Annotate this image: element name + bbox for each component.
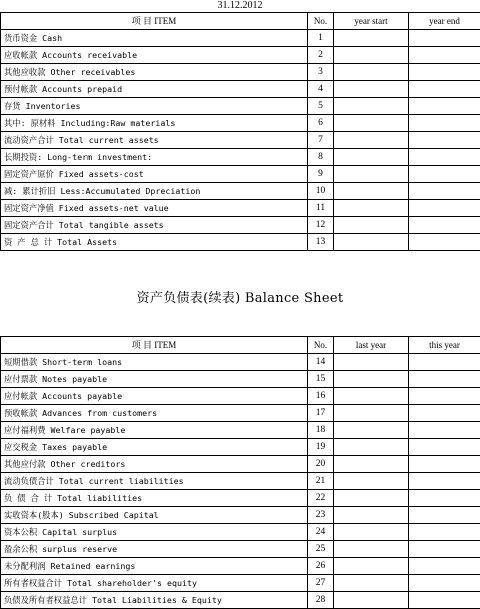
value-cell[interactable] bbox=[334, 30, 409, 47]
value-cell[interactable] bbox=[334, 132, 409, 149]
row-item-label: 所有者权益合计 Total shareholder's equity bbox=[1, 575, 308, 592]
value-cell[interactable] bbox=[334, 371, 409, 388]
table-row bbox=[1, 47, 480, 64]
value-cell[interactable] bbox=[334, 524, 409, 541]
table-row bbox=[1, 490, 480, 507]
value-cell[interactable] bbox=[409, 217, 480, 234]
value-cell[interactable] bbox=[409, 541, 480, 558]
row-item-label: 货币资金 Cash bbox=[1, 30, 308, 47]
table-row bbox=[1, 439, 480, 456]
value-cell[interactable] bbox=[334, 183, 409, 200]
value-cell[interactable] bbox=[334, 405, 409, 422]
row-item-label: 其他应收款 Other receivables bbox=[1, 64, 308, 81]
header-this-year: this year bbox=[409, 337, 480, 354]
table-row bbox=[1, 456, 480, 473]
row-number: 9 bbox=[308, 166, 334, 183]
row-item-label: 应收帐款 Accounts receivable bbox=[1, 47, 308, 64]
table-row bbox=[1, 166, 480, 183]
row-number: 7 bbox=[308, 132, 334, 149]
row-number: 11 bbox=[308, 200, 334, 217]
value-cell[interactable] bbox=[334, 217, 409, 234]
row-item-label: 流动负债合计 Total current liabilities bbox=[1, 473, 308, 490]
header-item: 项 目 ITEM bbox=[1, 13, 308, 30]
row-number: 27 bbox=[308, 575, 334, 592]
value-cell[interactable] bbox=[334, 47, 409, 64]
value-cell[interactable] bbox=[409, 439, 480, 456]
row-item-label: 其中: 原材料 Including:Raw materials bbox=[1, 115, 308, 132]
row-item-label: 其他应付款 Other creditors bbox=[1, 456, 308, 473]
row-item-label: 固定资产合计 Total tangible assets bbox=[1, 217, 308, 234]
row-number: 22 bbox=[308, 490, 334, 507]
table-row bbox=[1, 422, 480, 439]
value-cell[interactable] bbox=[334, 354, 409, 371]
row-item-label: 预收帐款 Advances from customers bbox=[1, 405, 308, 422]
table-row bbox=[1, 354, 480, 371]
assets-table-header bbox=[1, 13, 480, 30]
row-number: 28 bbox=[308, 592, 334, 609]
header-no: No. bbox=[308, 13, 334, 30]
value-cell[interactable] bbox=[334, 388, 409, 405]
row-item-label: 负 债 合 计 Total liabilities bbox=[1, 490, 308, 507]
row-item-label: 应付帐款 Accounts payable bbox=[1, 388, 308, 405]
row-number: 19 bbox=[308, 439, 334, 456]
value-cell[interactable] bbox=[334, 115, 409, 132]
value-cell[interactable] bbox=[409, 183, 480, 200]
row-number: 17 bbox=[308, 405, 334, 422]
page-subtitle: 资产负债表(续表) Balance Sheet bbox=[0, 287, 480, 306]
liabilities-table bbox=[0, 336, 480, 609]
row-number: 8 bbox=[308, 149, 334, 166]
table-row bbox=[1, 81, 480, 98]
table-row bbox=[1, 149, 480, 166]
table-row bbox=[1, 405, 480, 422]
row-item-label: 负债及所有者权益总计 Total Liabilities & Equity bbox=[1, 592, 308, 609]
row-number: 24 bbox=[308, 524, 334, 541]
row-item-label: 资本公积 Capital surplus bbox=[1, 524, 308, 541]
value-cell[interactable] bbox=[409, 200, 480, 217]
liabilities-table-body bbox=[1, 354, 480, 609]
value-cell[interactable] bbox=[409, 456, 480, 473]
row-item-label: 固定资产净值 Fixed assets-net value bbox=[1, 200, 308, 217]
value-cell[interactable] bbox=[409, 132, 480, 149]
value-cell[interactable] bbox=[334, 456, 409, 473]
table-row bbox=[1, 575, 480, 592]
value-cell[interactable] bbox=[409, 558, 480, 575]
header-year-start: year start bbox=[334, 13, 409, 30]
value-cell[interactable] bbox=[409, 149, 480, 166]
row-number: 13 bbox=[308, 234, 334, 251]
value-cell[interactable] bbox=[409, 30, 480, 47]
value-cell[interactable] bbox=[409, 473, 480, 490]
row-number: 21 bbox=[308, 473, 334, 490]
header-item: 项 目 ITEM bbox=[1, 337, 308, 354]
value-cell[interactable] bbox=[334, 490, 409, 507]
row-item-label: 固定资产原价 Fixed assets-cost bbox=[1, 166, 308, 183]
table-row bbox=[1, 558, 480, 575]
table-row bbox=[1, 371, 480, 388]
value-cell[interactable] bbox=[334, 166, 409, 183]
row-item-label: 应付票款 Notes payable bbox=[1, 371, 308, 388]
value-cell[interactable] bbox=[409, 575, 480, 592]
value-cell[interactable] bbox=[334, 558, 409, 575]
assets-table-body bbox=[1, 30, 480, 251]
row-item-label: 实收资本(股本) Subscribed Capital bbox=[1, 507, 308, 524]
row-number: 23 bbox=[308, 507, 334, 524]
value-cell[interactable] bbox=[409, 592, 480, 609]
row-item-label: 应付福利费 Welfare payable bbox=[1, 422, 308, 439]
row-number: 10 bbox=[308, 183, 334, 200]
row-number: 14 bbox=[308, 354, 334, 371]
row-item-label: 减: 累计折旧 Less:Accumulated Dpreciation bbox=[1, 183, 308, 200]
row-number: 25 bbox=[308, 541, 334, 558]
value-cell[interactable] bbox=[334, 439, 409, 456]
table-row bbox=[1, 183, 480, 200]
value-cell[interactable] bbox=[334, 149, 409, 166]
value-cell[interactable] bbox=[409, 47, 480, 64]
row-number: 4 bbox=[308, 81, 334, 98]
table-row bbox=[1, 30, 480, 47]
row-number: 2 bbox=[308, 47, 334, 64]
row-item-label: 流动资产合计 Total current assets bbox=[1, 132, 308, 149]
table-row bbox=[1, 473, 480, 490]
value-cell[interactable] bbox=[409, 115, 480, 132]
value-cell[interactable] bbox=[409, 422, 480, 439]
row-number: 20 bbox=[308, 456, 334, 473]
report-date: 31.12.2012 bbox=[0, 0, 480, 13]
row-number: 1 bbox=[308, 30, 334, 47]
value-cell[interactable] bbox=[334, 81, 409, 98]
assets-table bbox=[0, 12, 480, 251]
row-item-label: 盈余公积 surplus reserve bbox=[1, 541, 308, 558]
table-row bbox=[1, 541, 480, 558]
table-row bbox=[1, 217, 480, 234]
value-cell[interactable] bbox=[334, 422, 409, 439]
row-number: 15 bbox=[308, 371, 334, 388]
row-number: 12 bbox=[308, 217, 334, 234]
value-cell[interactable] bbox=[334, 507, 409, 524]
table-row bbox=[1, 200, 480, 217]
value-cell[interactable] bbox=[409, 354, 480, 371]
value-cell[interactable] bbox=[409, 388, 480, 405]
value-cell[interactable] bbox=[334, 592, 409, 609]
table-row bbox=[1, 234, 480, 251]
table-row bbox=[1, 98, 480, 115]
value-cell[interactable] bbox=[409, 490, 480, 507]
value-cell[interactable] bbox=[334, 200, 409, 217]
row-number: 18 bbox=[308, 422, 334, 439]
row-number: 5 bbox=[308, 98, 334, 115]
header-year-end: year end bbox=[409, 13, 480, 30]
table-row bbox=[1, 132, 480, 149]
row-item-label: 短期借款 Short-term loans bbox=[1, 354, 308, 371]
value-cell[interactable] bbox=[409, 234, 480, 251]
value-cell[interactable] bbox=[409, 405, 480, 422]
value-cell[interactable] bbox=[334, 234, 409, 251]
table-row bbox=[1, 388, 480, 405]
row-item-label: 存货 Inventories bbox=[1, 98, 308, 115]
value-cell[interactable] bbox=[334, 541, 409, 558]
table-row bbox=[1, 115, 480, 132]
table-row bbox=[1, 507, 480, 524]
liabilities-table-header bbox=[1, 337, 480, 354]
header-no: No. bbox=[308, 337, 334, 354]
value-cell[interactable] bbox=[409, 524, 480, 541]
value-cell[interactable] bbox=[409, 166, 480, 183]
row-item-label: 长期投资: Long-term investment: bbox=[1, 149, 308, 166]
row-number: 3 bbox=[308, 64, 334, 81]
value-cell[interactable] bbox=[409, 371, 480, 388]
row-number: 16 bbox=[308, 388, 334, 405]
table-row bbox=[1, 524, 480, 541]
value-cell[interactable] bbox=[334, 98, 409, 115]
row-number: 6 bbox=[308, 115, 334, 132]
row-number: 26 bbox=[308, 558, 334, 575]
table-row bbox=[1, 592, 480, 609]
header-last-year: last year bbox=[334, 337, 409, 354]
row-item-label: 资 产 总 计 Total Assets bbox=[1, 234, 308, 251]
value-cell[interactable] bbox=[334, 473, 409, 490]
row-item-label: 应交税金 Taxes payable bbox=[1, 439, 308, 456]
value-cell[interactable] bbox=[409, 64, 480, 81]
value-cell[interactable] bbox=[334, 575, 409, 592]
row-item-label: 未分配利润 Retained earnings bbox=[1, 558, 308, 575]
value-cell[interactable] bbox=[334, 64, 409, 81]
table-row bbox=[1, 64, 480, 81]
value-cell[interactable] bbox=[409, 81, 480, 98]
value-cell[interactable] bbox=[409, 507, 480, 524]
row-item-label: 预付帐款 Accounts prepaid bbox=[1, 81, 308, 98]
value-cell[interactable] bbox=[409, 98, 480, 115]
